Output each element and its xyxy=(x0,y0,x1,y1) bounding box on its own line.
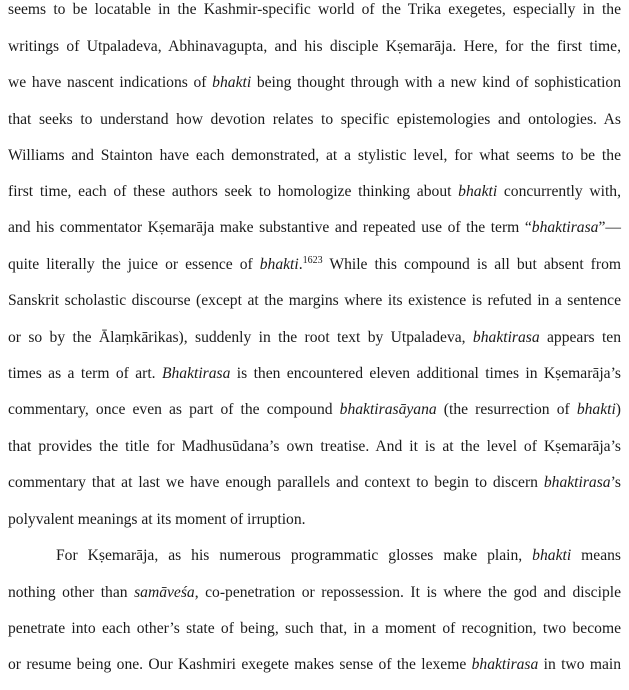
text-line: that provides the title for Madhusūdana’s own treatise. And it is at the level of Kṣemarāja’s xyxy=(8,438,621,455)
text-line: polyvalent meanings at its moment of irruption. xyxy=(8,511,306,528)
text-line: commentary, once even as part of the compound bhaktirasāyana (the resurrection of bhakti) xyxy=(8,401,621,418)
text-line: and his commentator Kṣemarāja make substantive and repeated use of the term “bhaktirasa”— xyxy=(8,219,621,236)
text-line: For Kṣemarāja, as his numerous programmatic glosses make plain, bhakti means xyxy=(56,547,621,564)
text-line: Sanskrit scholastic discourse (except at the margins where its existence is refuted in a sentence xyxy=(8,292,621,309)
text-line: writings of Utpaladeva, Abhinavagupta, and his disciple Kṣemarāja. Here, for the first time, xyxy=(8,38,621,55)
text-line: seems to be locatable in the Kashmir-specific world of the Trika exegetes, especially in the xyxy=(8,1,621,18)
text-line: first time, each of these authors seek to homologize thinking about bhakti concurrently with, xyxy=(8,183,622,200)
text-line: or resume being one. Our Kashmiri exegete makes sense of the lexeme bhaktirasa in two main xyxy=(8,656,621,673)
text-line: nothing other than samāveśa, co-penetration or repossession. It is where the god and disciple xyxy=(8,584,621,601)
text-line: quite literally the juice or essence of bhakti.$^{1623}$ While this compound is all but absent from xyxy=(8,254,621,273)
text-line: penetrate into each other’s state of being, such that, in a moment of recognition, two become xyxy=(8,620,621,637)
text-line: or so by the Ālaṃkārikas), suddenly in the root text by Utpaladeva, bhaktirasa appears ten xyxy=(8,329,622,346)
text-line: commentary that at last we have enough parallels and context to begin to discern bhaktirasa’s xyxy=(8,474,621,491)
text-line: that seeks to understand how devotion relates to specific epistemologies and ontologies. As xyxy=(8,111,621,128)
text-line: we have nascent indications of bhakti being thought through with a new kind of sophistication xyxy=(8,74,621,91)
text-line: times as a term of art. Bhaktirasa is then encountered eleven additional times in Kṣemarāja’s xyxy=(8,365,621,382)
text-line: Williams and Stainton have each demonstrated, at a stylistic level, for what seems to be the xyxy=(8,147,621,164)
footnote-marker[interactable]: 1623 xyxy=(302,254,323,266)
